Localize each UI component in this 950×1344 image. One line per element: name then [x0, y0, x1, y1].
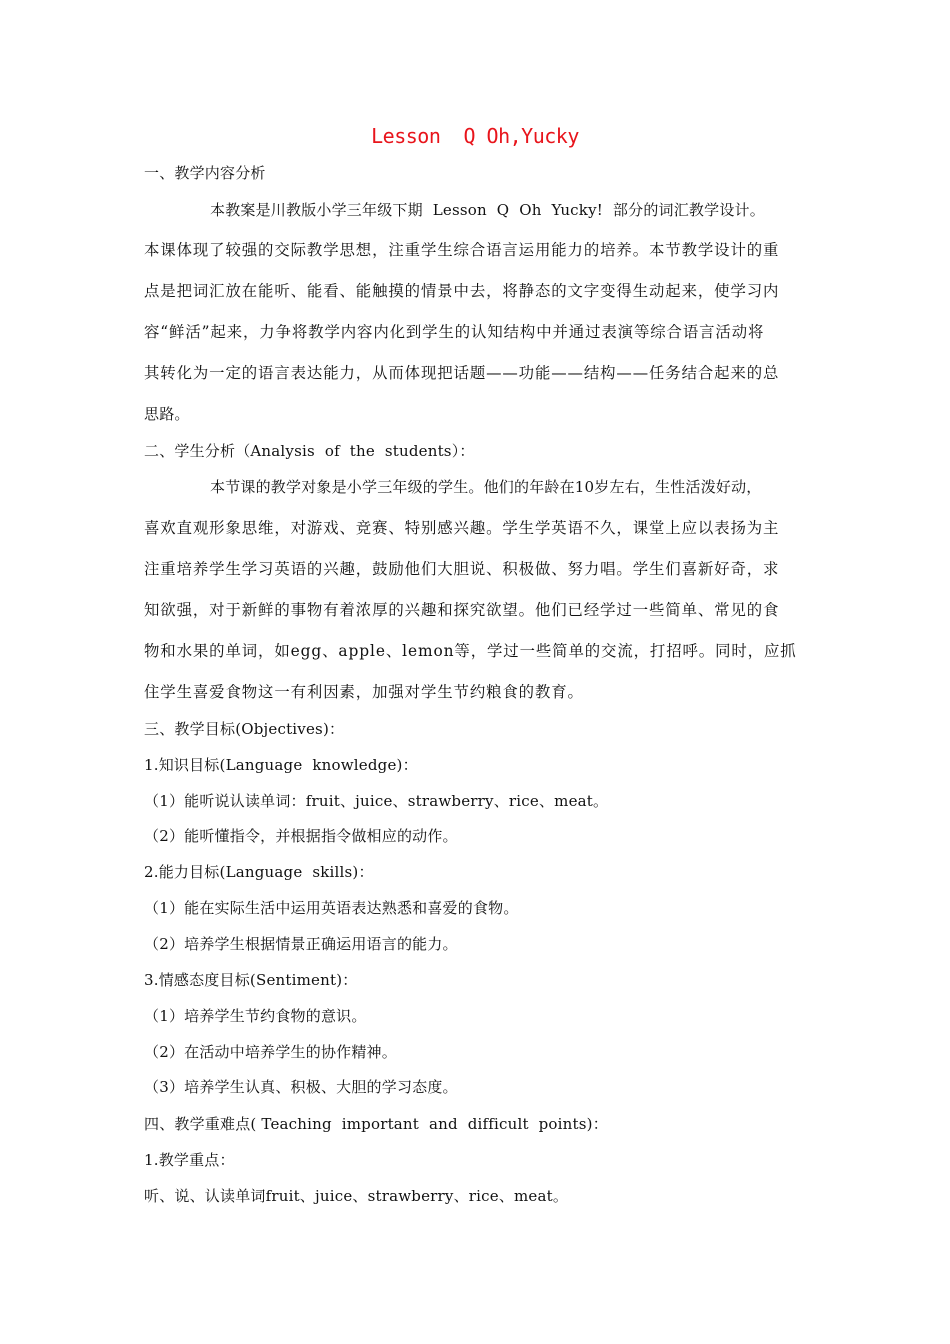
list-item: （3）培养学生认真、积极、大胆的学习态度。	[144, 1078, 458, 1096]
subheading-key-point: 1.教学重点：	[144, 1151, 235, 1169]
page-title: Lesson Q Oh,Yucky	[371, 124, 579, 148]
list-item: （1）能在实际生活中运用英语表达熟悉和喜爱的食物。	[144, 899, 519, 917]
paragraph-line: 其转化为一定的语言表达能力，从而体现把话题——功能——结构——任务结合起来的总	[144, 364, 780, 382]
subheading-skills: 2.能力目标(Language skills)：	[144, 863, 374, 881]
paragraph-line: 本节课的教学对象是小学三年级的学生。他们的年龄在10岁左右，生性活泼好动，	[210, 478, 762, 496]
subheading-knowledge: 1.知识目标(Language knowledge)：	[144, 756, 418, 774]
paragraph-line: 本课体现了较强的交际教学思想，注重学生综合语言运用能力的培养。本节教学设计的重	[144, 241, 780, 259]
list-item: （2）培养学生根据情景正确运用语言的能力。	[144, 935, 458, 953]
paragraph-line: 知欲强，对于新鲜的事物有着浓厚的兴趣和探究欲望。他们已经学过一些简单、常见的食	[144, 601, 780, 619]
subheading-sentiment: 3.情感态度目标(Sentiment)：	[144, 971, 358, 989]
paragraph-line: 点是把词汇放在能听、能看、能触摸的情景中去，将静态的文字变得生动起来，使学习内	[144, 282, 780, 300]
list-item: （1）培养学生节约食物的意识。	[144, 1007, 367, 1025]
paragraph-line: 物和水果的单词，如egg、apple、lemon等，学过一些简单的交流，打招呼。同时，应抓	[144, 642, 797, 660]
section-heading-key-points: 四、教学重难点( Teaching important and difficult points)：	[144, 1115, 608, 1133]
list-item: （1）能听说认读单词：fruit、juice、strawberry、rice、meat。	[144, 792, 609, 810]
list-item: （2）能听懂指令，并根据指令做相应的动作。	[144, 827, 458, 845]
paragraph-line: 思路。	[144, 405, 190, 423]
list-item: （2）在活动中培养学生的协作精神。	[144, 1043, 397, 1061]
section-heading-content-analysis: 一、教学内容分析	[144, 164, 266, 182]
paragraph-line: 听、说、认读单词fruit、juice、strawberry、rice、meat。	[144, 1187, 569, 1205]
paragraph-line: 喜欢直观形象思维，对游戏、竞赛、特别感兴趣。学生学英语不久，课堂上应以表扬为主	[144, 519, 780, 537]
paragraph-line: 注重培养学生学习英语的兴趣，鼓励他们大胆说、积极做、努力唱。学生们喜新好奇，求	[144, 560, 780, 578]
section-heading-student-analysis: 二、学生分析（Analysis of the students）：	[144, 442, 475, 460]
paragraph-line: 容“鲜活”起来，力争将教学内容内化到学生的认知结构中并通过表演等综合语言活动将	[144, 323, 765, 341]
paragraph-line: 本教案是川教版小学三年级下期 Lesson Q Oh Yucky! 部分的词汇教学设计。	[210, 201, 765, 219]
section-heading-objectives: 三、教学目标(Objectives)：	[144, 720, 345, 738]
paragraph-line: 住学生喜爱食物这一有利因素，加强对学生节约粮食的教育。	[144, 683, 584, 701]
